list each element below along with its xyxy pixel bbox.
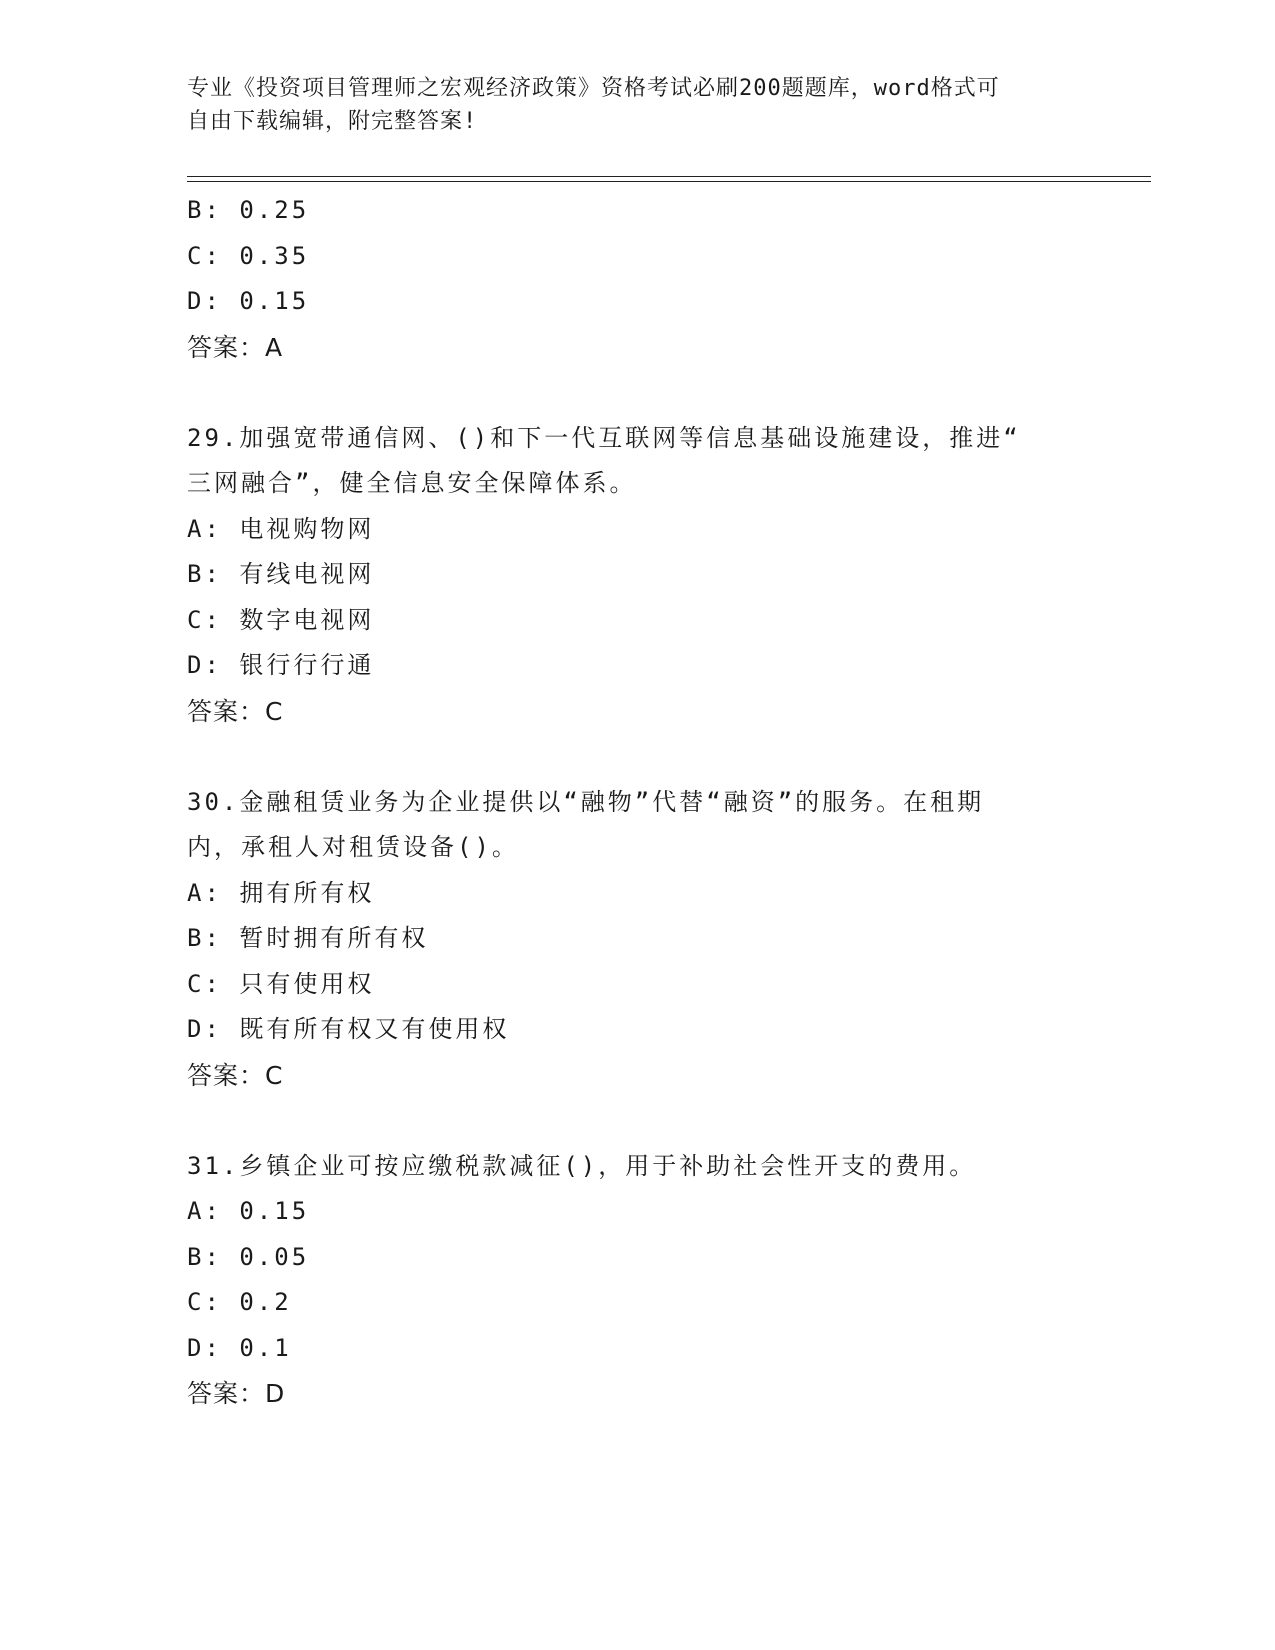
header-divider-bottom [187,181,1151,182]
question-text-line-1: 30.金融租赁业务为企业提供以“融物”代替“融资”的服务。在租期 [187,787,985,816]
question-29 [187,416,1087,735]
option-d: D: 0.1 [187,1333,292,1362]
header-divider-top [187,176,1151,177]
question-list [187,188,1087,1417]
previous-question-block [187,188,1087,370]
header-line-2: 自由下载编辑，附完整答案! [187,109,478,134]
option-b: B: 暂时拥有所有权 [187,924,429,952]
option-a: A: 0.15 [187,1197,310,1225]
option-c: C: 数字电视网 [187,605,375,634]
option-b: B: 有线电视网 [187,560,375,588]
option-c: C: 0.2 [187,1288,292,1316]
question-text-line-1: 29.加强宽带通信网、()和下一代互联网等信息基础设施建设，推进“ [187,423,1021,452]
question-31 [187,1144,1087,1417]
option-c: C: 只有使用权 [187,969,375,998]
option-d: D: 0.15 [187,287,310,315]
answer-line: 答案：C [187,1060,284,1090]
document-header [187,72,1087,138]
question-text-line-2: 内，承租人对租赁设备()。 [187,833,519,861]
answer-line: 答案：C [187,696,284,726]
answer-line: 答案：A [187,332,284,362]
option-d: D: 银行行行通 [187,651,375,679]
question-text-line-1: 31.乡镇企业可按应缴税款减征()，用于补助社会性开支的费用。 [187,1151,977,1180]
option-b: B: 0.05 [187,1242,310,1271]
option-c: C: 0.35 [187,241,310,270]
option-b: B: 0.25 [187,196,310,224]
question-text-line-2: 三网融合”，健全信息安全保障体系。 [187,469,637,497]
answer-line: 答案：D [187,1379,286,1408]
option-a: A: 电视购物网 [187,514,375,543]
option-a: A: 拥有所有权 [187,878,375,907]
option-d: D: 既有所有权又有使用权 [187,1015,510,1043]
header-line-1: 专业《投资项目管理师之宏观经济政策》资格考试必刷200题题库，word格式可 [187,76,1000,101]
question-30 [187,780,1087,1099]
